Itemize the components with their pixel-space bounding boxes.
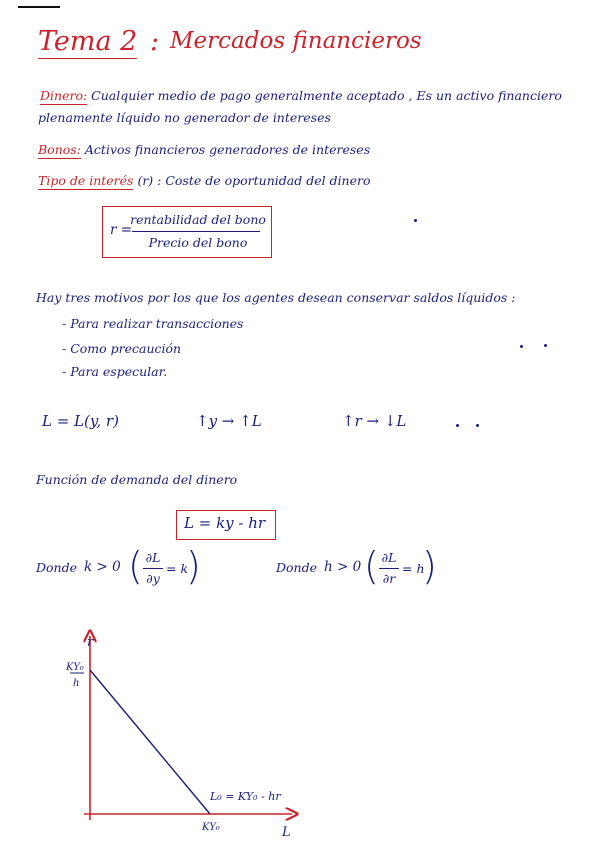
graph-y-intercept-den: h [73, 678, 80, 689]
r-formula-numerator: rentabilidad del bono [130, 212, 266, 227]
y-relation: ↑y → ↑L [196, 412, 262, 430]
donde-h-condition: h > 0 [324, 559, 362, 575]
graph-x-axis-label: L [282, 825, 291, 840]
r-formula-denominator: Precio del bono [148, 235, 248, 250]
dinero-text-2: plenamente líquido no generador de intereses [38, 110, 331, 125]
donde-k-num: ∂L [145, 550, 161, 565]
demanda-formula: L = ky - hr [184, 514, 266, 532]
r-relation: ↑r → ↓L [342, 412, 407, 430]
motivos-item-1: - Para realizar transacciones [62, 316, 244, 331]
motivos-intro: Hay tres motivos por los que los agentes desean conservar saldos líquidos : [36, 290, 516, 305]
l-function: L = L(y, r) [42, 412, 119, 430]
motivos-item-3: - Para especular. [62, 364, 168, 379]
title-subject: Mercados financieros [170, 28, 422, 54]
dinero-text-1: Cualquier medio de pago generalmente aceptado , Es un activo financiero [91, 88, 562, 103]
donde-k-label: Donde [36, 560, 77, 575]
bonos-text: Activos financieros generadores de intereses [84, 142, 371, 157]
donde-h-eq: = h [402, 561, 425, 576]
donde-k-paren-right: ) [186, 544, 201, 588]
donde-k-eq: = k [166, 561, 189, 576]
graph-x-intercept-label: KY₀ [202, 822, 220, 833]
tipo-text: (r) : Coste de oportunidad del dinero [137, 173, 371, 188]
title-tema-text: Tema 2 [38, 26, 138, 57]
graph-y-axis-label: r [87, 635, 94, 650]
motivos-item-2: - Como precaución [62, 341, 182, 356]
bonos-label: Bonos: [38, 142, 81, 157]
donde-k-paren-left: ( [128, 544, 143, 588]
tipo-label: Tipo de interés [38, 173, 134, 188]
donde-k-den: ∂y [146, 571, 160, 586]
donde-h-paren-left: ( [364, 544, 379, 588]
graph-line-label: L₀ = KY₀ - hr [210, 790, 281, 803]
donde-k-condition: k > 0 [84, 559, 121, 575]
donde-h-paren-right: ) [422, 544, 437, 588]
graph-y-intercept-num: KY₀ [66, 662, 84, 673]
dinero-label: Dinero: [40, 88, 88, 103]
title-colon: : [150, 26, 160, 57]
demanda-label: Función de demanda del dinero [36, 472, 238, 487]
r-formula-lhs: r = [110, 222, 133, 238]
donde-h-label: Donde [276, 560, 317, 575]
donde-h-num: ∂L [381, 550, 397, 565]
graph-demand-line [90, 670, 210, 814]
donde-h-den: ∂r [382, 571, 396, 586]
